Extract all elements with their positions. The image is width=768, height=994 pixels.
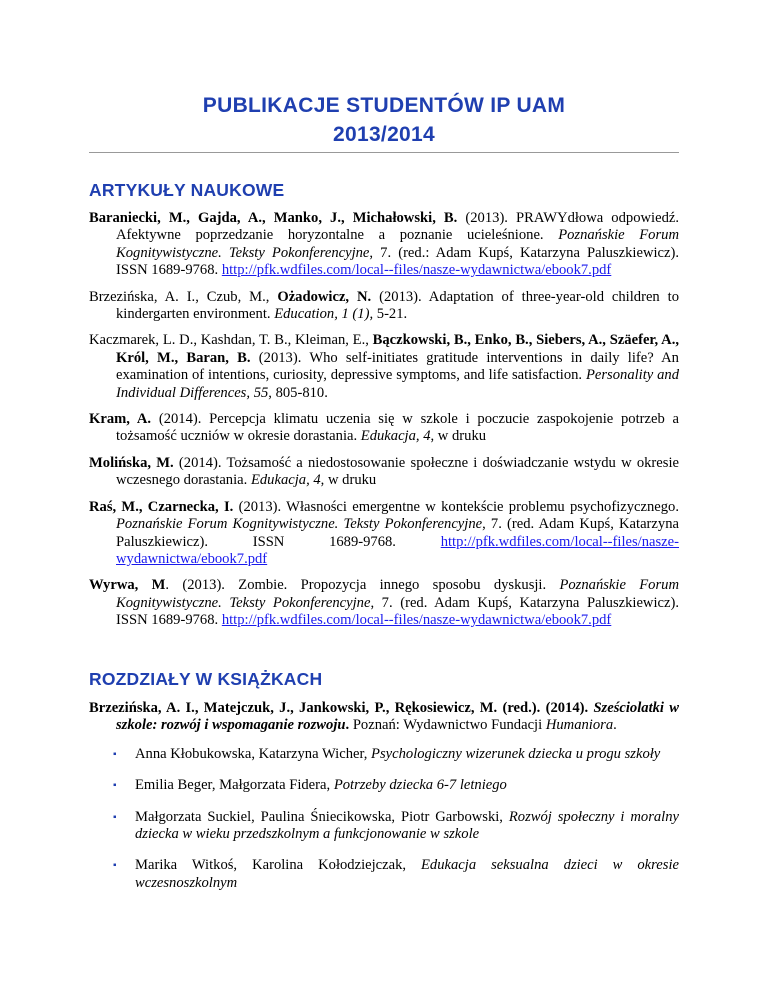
ref-source: Poznańskie Forum Kognitywistyczne. Teksty Pokonferencyjne [116,227,679,261]
ref-details: , w druku [430,428,487,445]
chapter-list [89,746,679,892]
book-editors: Brzezińska, A. I., Matejczuk, J., Jankowski, P., Rękosiewicz, M. (red.). (2014). [89,700,589,716]
ref-source: Poznańskie Forum Kognitywistyczne. Teksty Pokonferencyjne [116,516,483,533]
book-entry [89,700,679,906]
ref-source: Poznańskie Forum Kognitywistyczne. Teksty Pokonferencyjne [116,577,679,611]
list-item [89,746,679,763]
ref-source: Education, 1 (1), [274,306,374,323]
ref-source: Edukacja, 4 [360,428,431,445]
page-title: PUBLIKACJE STUDENTÓW IP UAM [202,94,566,117]
ref-authors-student: Bączkowski, B., Enko, B., Siebers, A., Szäefer, A., Król, M., Baran, B. [116,332,679,366]
ref-details: , w druku [320,472,377,489]
ref-title: PRAWYdłowa odpowiedź. Afektywne poprzedzanie horyzontalne a poznanie ucieleśnione. [116,210,679,244]
ref-authors: Kram, A. [89,411,152,428]
ref-authors: Kaczmarek, L. D., Kashdan, T. B., Kleiman, E., [89,332,369,349]
ref-volume: , 7. [482,516,502,533]
chapter-authors: Marika Witkoś, Karolina Kołodziejczak, [135,857,407,874]
ref-link[interactable]: http://pfk.wdfiles.com/local--files/nasze-wydawnictwa/ebook7.pdf [221,262,612,279]
ref-year: . (2013). [165,577,225,594]
ref-year: (2013). [465,210,508,226]
list-item [89,332,679,402]
chapter-authors: Małgorzata Suckiel, Paulina Śniecikowska, Piotr Garbowski, [135,808,503,825]
bullet-icon: ▪ [113,811,117,823]
ref-source: Edukacja, 4 [250,472,321,489]
page-subtitle-year: 2013/2014 [333,123,435,146]
ref-details: 5-21. [376,306,408,323]
section-heading-articles: ARTYKUŁY NAUKOWE [89,180,285,200]
bullet-icon: ▪ [113,780,117,792]
ref-title: Adaptation of three-year-old children to kindergarten environment. [116,288,679,323]
book-publisher: Poznań: Wydawnictwo Fundacji [352,717,543,734]
ref-authors: Raś, M., Czarnecka, I. [89,498,234,515]
list-item [89,210,679,280]
ref-details: (red. Adam Kupś, Katarzyna Paluszkiewicz). ISSN 1689-9768. [116,516,679,550]
chapter-authors: Anna Kłobukowska, Katarzyna Wicher, [135,745,368,762]
list-item [89,577,679,629]
book-publisher-name: Humaniora [545,717,614,734]
ref-title: Zombie. Propozycja innego sposobu dyskusji. [238,577,547,594]
ref-year: (2013). [258,349,302,366]
ref-details: (red. Adam Kupś, Katarzyna Paluszkiewicz). ISSN 1689-9768. [116,594,679,629]
bullet-icon: ▪ [113,748,117,760]
ref-link[interactable]: http://pfk.wdfiles.com/local--files/nasze-wydawnictwa/ebook7.pdf [221,612,612,629]
list-item [89,777,679,794]
title-divider [89,152,679,153]
ref-authors: Brzezińska, A. I., Czub, M., [89,288,270,305]
ref-title: Tożsamość a niedostosowanie społeczne i doświadczanie wstydu w okresie wczesnego dorastania. [116,454,679,489]
chapter-authors: Emilia Beger, Małgorzata Fidera, [135,777,331,794]
list-item [89,499,679,569]
ref-title: Własności emergentne w kontekście problemu psychofizycznego. [286,498,680,515]
ref-link[interactable]: http://pfk.wdfiles.com/local--files/nasze-wydawnictwa/ebook7.pdf [116,533,679,567]
ref-authors-student: Ożadowicz, N. [277,288,372,305]
ref-details: , 805-810. [268,384,328,401]
book-reference [89,700,679,735]
chapter-title: Edukacja seksualna dzieci w okresie wczesnoszkolnym [135,857,679,891]
list-item [89,289,679,324]
chapter-title: Rozwój społeczny i moralny dziecka w wieku przedszkolnym a funkcjonowanie w szkole [135,808,679,843]
book-title: Sześciolatki w szkole: rozwój i wspomaganie rozwoju [116,700,679,734]
book-publisher-end: . [613,717,617,734]
ref-year: (2014). [158,411,202,428]
ref-title: Who self-initiates gratitude interventions in daily life? An examination of intentions, curiosity, depressive symptoms, and life satisfaction. [116,349,679,384]
ref-year: (2013). [379,288,422,305]
chapter-title: Potrzeby dziecka 6-7 letniego [333,777,507,794]
bullet-icon: ▪ [113,860,117,872]
book-title-end: . [345,717,350,734]
ref-volume: , 7. [370,594,393,611]
list-item [89,455,679,490]
list-item [89,857,679,892]
ref-authors: Molińska, M. [89,454,174,471]
ref-year: (2014). [178,454,222,471]
articles-list [89,210,679,639]
ref-volume: , 7. [369,244,392,261]
ref-title: Percepcja klimatu uczenia się w szkole i poczucie zaspokojenie potrzeb a tożsamość uczniów w okresie dorastania. [116,411,679,445]
ref-details: (red.: Adam Kupś, Katarzyna Paluszkiewicz). ISSN 1689-9768. [116,244,680,279]
chapter-title: Psychologiczny wizerunek dziecka u progu szkoły [371,745,661,762]
ref-volume: 55 [253,384,269,401]
ref-volume-sep: , [246,384,251,401]
ref-source: Personality and Individual Differences [116,367,680,401]
ref-authors: Wyrwa, M [89,577,166,594]
section-heading-chapters: ROZDZIAŁY W KSIĄŻKACH [89,669,323,689]
list-item [89,411,679,446]
ref-authors: Baraniecki, M., Gajda, A., Manko, J., Michałowski, B. [89,210,458,226]
ref-year: (2013). [238,498,282,515]
list-item [89,809,679,844]
